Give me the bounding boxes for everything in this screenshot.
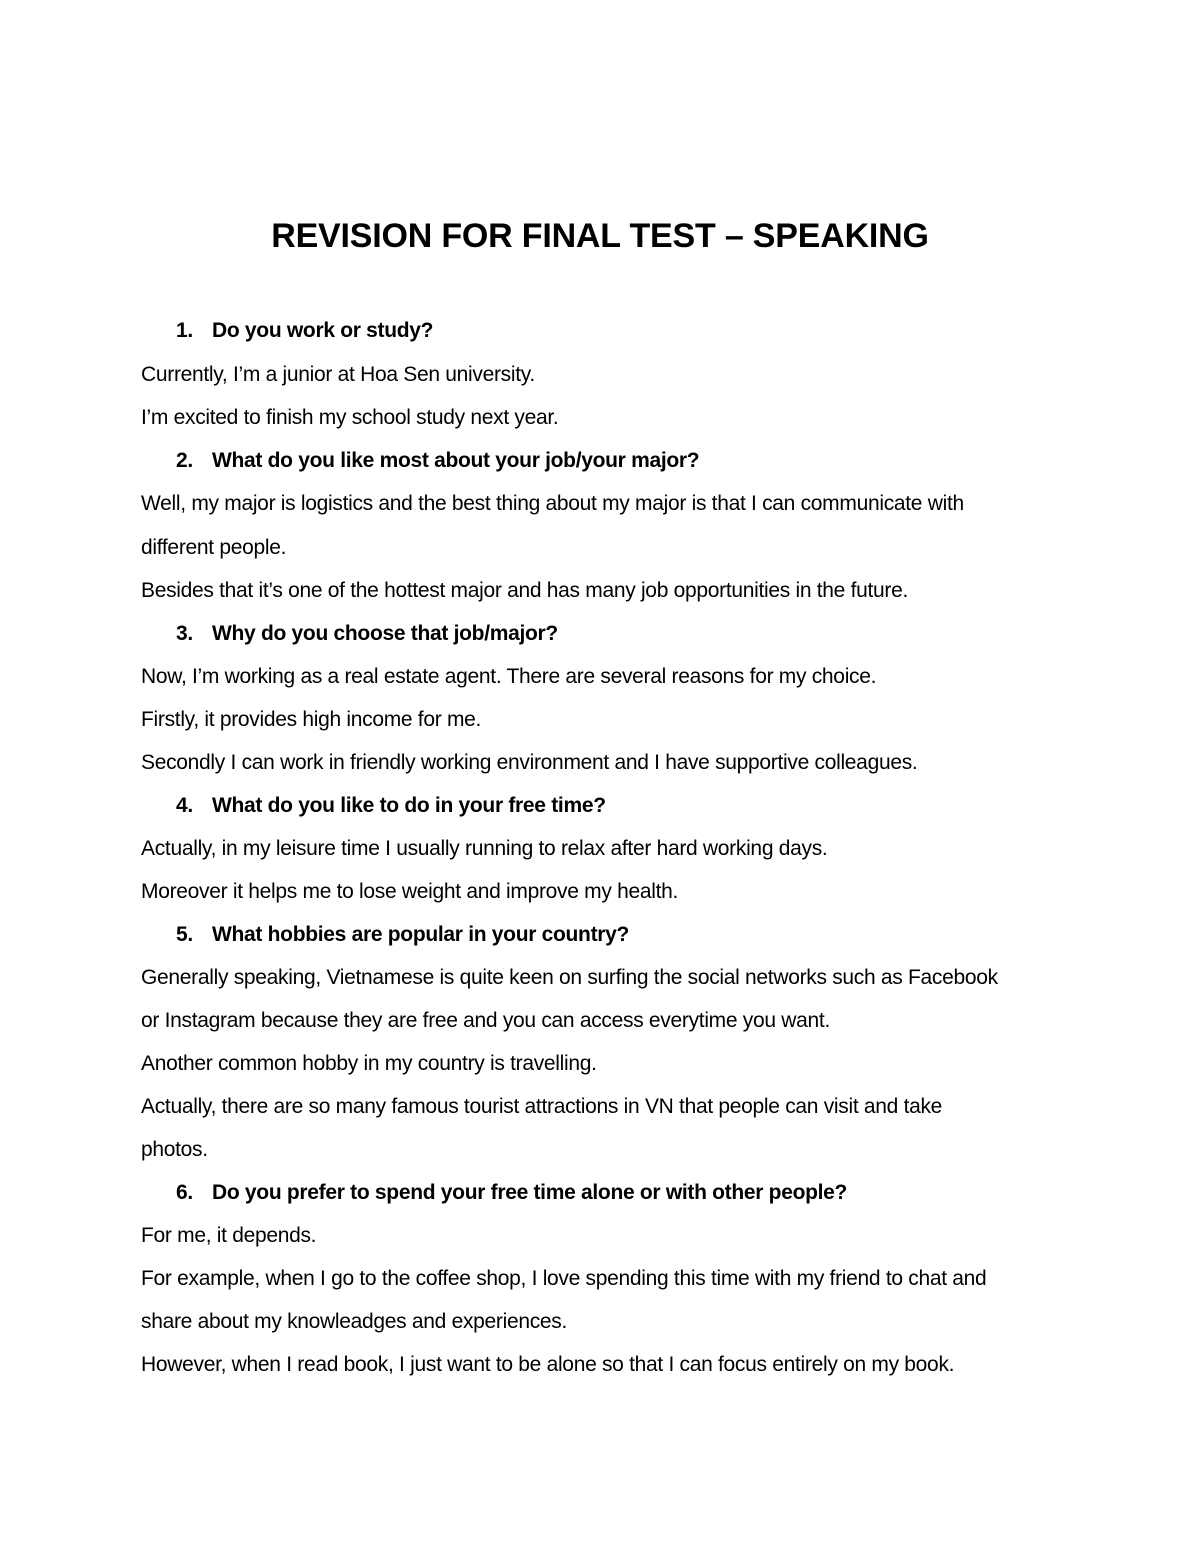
answer-line: For me, it depends.	[141, 1224, 317, 1247]
question-2	[176, 447, 699, 475]
page-title: REVISION FOR FINAL TEST – SPEAKING	[271, 217, 929, 255]
answer-line: Another common hobby in my country is travelling.	[141, 1052, 597, 1075]
answer-line: photos.	[141, 1138, 208, 1161]
answer-line: Firstly, it provides high income for me.	[141, 708, 482, 731]
answer-line: Besides that it’s one of the hottest major and has many job opportunities in the future.	[141, 579, 909, 602]
answer-line: For example, when I go to the coffee shop, I love spending this time with my friend to chat and	[141, 1267, 987, 1290]
question-1	[176, 317, 433, 345]
question-text: What do you like to do in your free time?	[212, 794, 606, 817]
question-number: 1.	[176, 319, 193, 342]
question-number: 2.	[176, 449, 193, 472]
question-number: 5.	[176, 923, 193, 946]
question-3	[176, 620, 558, 648]
question-text: Why do you choose that job/major?	[212, 622, 558, 645]
question-text: What do you like most about your job/your major?	[212, 449, 700, 472]
answer-line: Now, I’m working as a real estate agent. There are several reasons for my choice.	[141, 665, 877, 688]
answer-line: different people.	[141, 536, 287, 559]
answer-line: However, when I read book, I just want to be alone so that I can focus entirely on my book.	[141, 1353, 955, 1376]
question-text: Do you prefer to spend your free time alone or with other people?	[212, 1181, 848, 1204]
question-5	[176, 921, 629, 949]
answer-line: I’m excited to finish my school study next year.	[141, 406, 559, 429]
question-text: What hobbies are popular in your country?	[212, 923, 630, 946]
answer-line: or Instagram because they are free and you can access everytime you want.	[141, 1009, 830, 1032]
question-4	[176, 792, 606, 820]
question-number: 6.	[176, 1181, 193, 1204]
answer-line: Actually, there are so many famous tourist attractions in VN that people can visit and take	[141, 1095, 943, 1118]
question-number: 3.	[176, 622, 193, 645]
answer-line: share about my knowleadges and experiences.	[141, 1310, 568, 1333]
question-6	[176, 1179, 847, 1207]
answer-line: Currently, I’m a junior at Hoa Sen university.	[141, 363, 535, 386]
question-text: Do you work or study?	[212, 319, 434, 342]
answer-line: Actually, in my leisure time I usually running to relax after hard working days.	[141, 837, 828, 860]
answer-line: Moreover it helps me to lose weight and improve my health.	[141, 880, 679, 903]
answer-line: Secondly I can work in friendly working environment and I have supportive colleagues.	[141, 751, 918, 774]
answer-line: Generally speaking, Vietnamese is quite keen on surfing the social networks such as Facebook	[141, 966, 998, 989]
question-number: 4.	[176, 794, 193, 817]
answer-line: Well, my major is logistics and the best thing about my major is that I can communicate with	[141, 492, 964, 515]
